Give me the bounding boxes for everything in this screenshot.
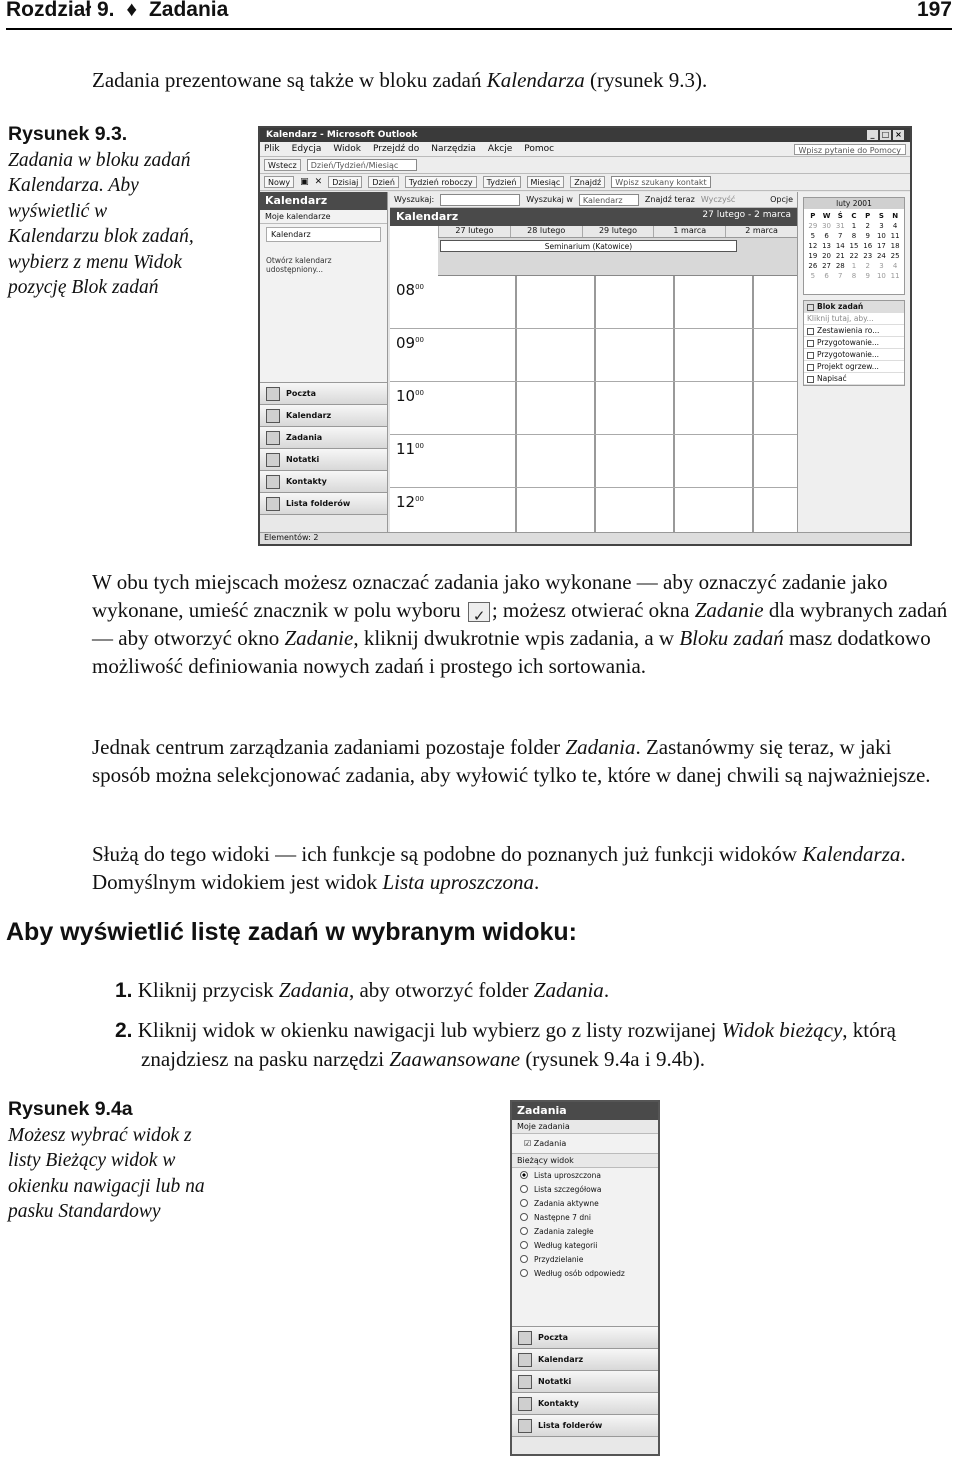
options-button[interactable]: Opcje xyxy=(770,195,793,204)
text: , którą znajdziesz na pasku narzędzi xyxy=(141,1018,896,1071)
nav-button-label: Kontakty xyxy=(538,1399,579,1408)
nav-button-contacts[interactable] xyxy=(512,1392,658,1414)
minimize-icon[interactable]: _ xyxy=(867,130,878,140)
nav-button-label: Kalendarz xyxy=(538,1355,584,1364)
search-label: Wyszukaj: xyxy=(394,195,435,204)
step-number: 2. xyxy=(115,1019,133,1042)
figure-9-3-caption xyxy=(8,122,198,301)
mini-calendar-day[interactable]: 27 xyxy=(822,262,832,270)
task-row[interactable] xyxy=(804,373,904,385)
hour-cells[interactable] xyxy=(438,435,797,487)
minutes-value: 00 xyxy=(415,283,425,291)
navigation-pane xyxy=(260,192,388,532)
task-subject: Zestawienia ro... xyxy=(817,326,880,335)
menu-actions[interactable]: Akcje xyxy=(487,144,513,154)
outlook-calendar-screenshot xyxy=(258,126,912,546)
emphasis: Bloku zadań xyxy=(679,626,784,650)
day-header[interactable]: 2 marca xyxy=(725,226,797,237)
emphasis: Zadanie xyxy=(694,598,764,622)
nav-buttons xyxy=(260,382,387,532)
menu-go[interactable]: Przejdź do xyxy=(372,144,420,154)
nav-footer xyxy=(260,514,387,532)
hour-row[interactable] xyxy=(390,276,797,329)
mini-calendar-day[interactable]: 16 xyxy=(863,242,873,250)
menu-edit[interactable]: Edycja xyxy=(291,144,322,154)
find-now-button[interactable]: Znajdź teraz xyxy=(644,195,695,204)
menu-file[interactable]: Plik xyxy=(264,144,280,154)
mini-calendar-day[interactable]: 1 xyxy=(851,262,857,270)
nav-button-folder-list[interactable] xyxy=(260,492,387,514)
figure-number: Rysunek 9.4a xyxy=(8,1098,133,1120)
nav-button-contacts[interactable] xyxy=(260,470,387,492)
minutes-value: 00 xyxy=(415,442,425,450)
weekday-label: Ś xyxy=(837,212,843,220)
task-row[interactable] xyxy=(804,325,904,337)
text: (rysunek 9.4a i 9.4b). xyxy=(520,1047,705,1071)
notes-icon xyxy=(266,453,280,467)
taskpad-new-task[interactable]: Kliknij tutaj, aby... xyxy=(804,313,904,325)
view-option-label: Zadania aktywne xyxy=(534,1198,599,1208)
task-checkbox[interactable] xyxy=(807,352,814,359)
mini-calendar-day[interactable]: 14 xyxy=(835,242,845,250)
hour-value: 12 xyxy=(396,493,416,511)
taskpad-title: Blok zadań xyxy=(817,302,864,311)
intro-emphasis: Kalendarza xyxy=(486,68,585,92)
day-button[interactable]: Dzień xyxy=(368,176,399,188)
text: masz dodatkowo możliwość definiowania nowych zadań i prostego ich sortowania. xyxy=(92,626,931,678)
view-option-label: Przydzielanie xyxy=(534,1254,584,1264)
mini-calendar-day[interactable]: 26 xyxy=(808,262,818,270)
view-option[interactable] xyxy=(512,1224,658,1238)
weekday-label: W xyxy=(822,212,831,220)
emphasis: Zadania xyxy=(565,735,636,759)
view-option[interactable] xyxy=(512,1168,658,1182)
view-option[interactable] xyxy=(512,1266,658,1280)
minutes-value: 00 xyxy=(415,389,425,397)
radio-icon[interactable] xyxy=(520,1213,528,1221)
intro-paragraph xyxy=(92,66,707,94)
hour-label xyxy=(396,387,424,405)
contact-search-input[interactable]: Wpisz szukany kontakt xyxy=(611,176,711,188)
mail-icon xyxy=(518,1331,532,1345)
maximize-icon[interactable]: □ xyxy=(881,130,890,139)
menu-help[interactable]: Pomoc xyxy=(524,144,555,154)
search-scope-select[interactable]: Kalendarz xyxy=(579,194,639,206)
weekday-label: C xyxy=(851,212,857,220)
view-option-label: Według kategorii xyxy=(534,1240,598,1250)
emphasis: Widok bieżący xyxy=(721,1018,843,1042)
nav-pane-title: Zadania xyxy=(512,1102,658,1120)
view-option[interactable] xyxy=(512,1238,658,1252)
figure-caption-text: Możesz wybrać widok z listy Bieżący widok w okienku nawigacji lub na pasku Standardowy xyxy=(8,1124,205,1222)
calendar-title: Kalendarz xyxy=(396,210,459,223)
menu-tools[interactable]: Narzędzia xyxy=(431,144,476,154)
contacts-icon xyxy=(266,475,280,489)
step-2 xyxy=(115,1016,935,1074)
date-range: 27 lutego - 2 marca xyxy=(702,210,791,220)
mini-calendar-day[interactable]: 10 xyxy=(876,232,886,240)
task-subject: Projekt ogrzew... xyxy=(817,362,879,371)
nav-button-label: Zadania xyxy=(286,433,323,442)
day-header[interactable]: 1 marca xyxy=(653,226,725,237)
view-option[interactable] xyxy=(512,1196,658,1210)
body-paragraph-1 xyxy=(92,568,954,680)
day-header[interactable]: 27 lutego xyxy=(438,226,510,237)
mini-calendar-grid xyxy=(804,209,904,283)
view-option-label: Następne 7 dni xyxy=(534,1212,591,1222)
step-number: 1. xyxy=(115,979,133,1002)
emphasis: Zaawansowane xyxy=(389,1047,521,1071)
task-subject: Przygotowanie... xyxy=(817,350,880,359)
current-view-label: Bieżący widok xyxy=(512,1153,658,1168)
text: Jednak centrum zarządzania zadaniami pozostaje folder xyxy=(92,735,566,759)
mini-calendar-day[interactable]: 11 xyxy=(890,232,900,240)
mini-calendar-day[interactable]: 8 xyxy=(851,272,857,280)
folder-list-icon xyxy=(266,497,280,511)
clear-button[interactable]: Wyczyść xyxy=(700,195,736,204)
nav-button-label: Lista folderów xyxy=(538,1421,603,1430)
hour-value: 08 xyxy=(396,281,416,299)
task-side-pane xyxy=(798,192,910,532)
mini-calendar-day[interactable]: 24 xyxy=(876,252,886,260)
view-option-label: Lista uproszczona xyxy=(534,1170,601,1180)
radio-icon[interactable] xyxy=(520,1269,528,1277)
emphasis: Zadania xyxy=(533,978,604,1002)
header-left xyxy=(6,0,234,22)
day-header[interactable]: 29 lutego xyxy=(582,226,654,237)
mini-calendar-day[interactable]: 19 xyxy=(808,252,818,260)
radio-icon[interactable] xyxy=(520,1171,528,1179)
nav-button-label: Kalendarz xyxy=(286,411,332,420)
radio-icon[interactable] xyxy=(520,1255,528,1263)
back-button[interactable]: Wstecz xyxy=(264,159,301,171)
mini-calendar-day[interactable]: 25 xyxy=(890,252,900,260)
intro-text: Zadania prezentowane są także w bloku zadań xyxy=(92,68,487,92)
mini-calendar-day[interactable]: 2 xyxy=(865,262,870,270)
mini-calendar-day[interactable]: 31 xyxy=(835,222,845,230)
nav-button-label: Notatki xyxy=(538,1377,572,1386)
weekday-label: N xyxy=(892,212,899,220)
text: . xyxy=(603,978,610,1002)
task-checkbox[interactable] xyxy=(807,340,814,347)
text: , kliknij dwukrotnie wpis zadania, a w xyxy=(353,626,680,650)
nav-button-calendar[interactable] xyxy=(260,404,387,426)
taskpad-header[interactable] xyxy=(804,301,904,313)
nav-button-mail[interactable] xyxy=(260,382,387,404)
hour-label xyxy=(396,334,424,352)
mini-calendar-day[interactable]: 22 xyxy=(849,252,859,260)
view-option[interactable] xyxy=(512,1252,658,1266)
hour-value: 11 xyxy=(396,440,416,458)
emphasis: Kalendarza xyxy=(802,842,901,866)
mini-calendar-day[interactable]: 21 xyxy=(835,252,845,260)
text: ; możesz otwierać okna xyxy=(491,598,695,622)
mini-calendar-day[interactable]: 9 xyxy=(865,272,870,280)
nav-footer xyxy=(512,1436,658,1454)
mini-calendar-day[interactable]: 6 xyxy=(824,272,829,280)
mini-calendar-day[interactable]: 7 xyxy=(838,232,843,240)
search-bar xyxy=(390,192,797,208)
mini-calendar-day[interactable]: 3 xyxy=(879,222,884,230)
mini-calendar-month[interactable]: luty 2001 xyxy=(804,198,904,209)
folder-list-icon xyxy=(518,1419,532,1433)
task-checkbox[interactable] xyxy=(807,364,814,371)
view-select[interactable]: Dzień/Tydzień/Miesiąc xyxy=(307,159,417,171)
hour-label xyxy=(396,440,424,458)
contacts-icon xyxy=(518,1397,532,1411)
task-row[interactable] xyxy=(804,337,904,349)
help-question-input[interactable]: Wpisz pytanie do Pomocy xyxy=(794,144,907,155)
day-headers xyxy=(438,226,797,238)
mini-calendar-day[interactable]: 20 xyxy=(822,252,832,260)
radio-icon[interactable] xyxy=(520,1199,528,1207)
view-option[interactable] xyxy=(512,1210,658,1224)
toolbar-navigation xyxy=(260,157,910,174)
tasks-navigation-screenshot xyxy=(510,1100,660,1456)
work-week-button[interactable]: Tydzień roboczy xyxy=(405,176,477,188)
nav-button-notes[interactable] xyxy=(260,448,387,470)
nav-button-folder-list[interactable] xyxy=(512,1414,658,1436)
page-number: 197 xyxy=(916,0,952,21)
task-subject: Napisać xyxy=(817,374,847,383)
emphasis: Lista uproszczona xyxy=(382,870,535,894)
mini-calendar-day[interactable]: 11 xyxy=(890,272,900,280)
mini-calendar-day[interactable]: 15 xyxy=(849,242,859,250)
seminar-event[interactable]: Seminarium (Katowice) xyxy=(440,240,737,252)
window-title: Kalendarz - Microsoft Outlook xyxy=(266,130,418,140)
minutes-value: 00 xyxy=(415,336,425,344)
task-row[interactable] xyxy=(804,361,904,373)
mini-calendar-day[interactable]: 12 xyxy=(808,242,818,250)
notes-icon xyxy=(518,1375,532,1389)
taskpad xyxy=(803,300,905,386)
nav-button-calendar[interactable] xyxy=(512,1348,658,1370)
hour-value: 09 xyxy=(396,334,416,352)
mini-calendar-day[interactable]: 10 xyxy=(876,272,886,280)
menu-view[interactable]: Widok xyxy=(333,144,361,154)
hour-label xyxy=(396,281,424,299)
tasks-icon: ☑ xyxy=(524,1139,534,1148)
mini-calendar-day[interactable]: 13 xyxy=(822,242,832,250)
all-day-area[interactable] xyxy=(438,238,797,276)
text: , aby otworzyć folder xyxy=(348,978,534,1002)
mini-calendar-day[interactable]: 18 xyxy=(890,242,900,250)
mail-icon xyxy=(266,387,280,401)
intro-text-end: (rysunek 9.3). xyxy=(584,68,708,92)
calendar-header xyxy=(390,208,797,226)
today-button[interactable]: Dzisiaj xyxy=(328,176,362,188)
view-list xyxy=(512,1168,658,1280)
mini-calendar-day[interactable]: 29 xyxy=(808,222,818,230)
step-1 xyxy=(115,976,935,1005)
close-icon[interactable]: × xyxy=(893,130,904,140)
running-header xyxy=(6,0,952,30)
calendar-pane xyxy=(390,192,798,532)
mini-calendar-day[interactable]: 5 xyxy=(810,272,816,280)
tasks-folder-label: Zadania xyxy=(533,1139,567,1148)
emphasis: Zadania xyxy=(278,978,349,1002)
status-bar: Elementów: 2 xyxy=(260,532,910,544)
nav-button-tasks[interactable] xyxy=(260,426,387,448)
body-paragraph-2 xyxy=(92,733,954,789)
search-input[interactable] xyxy=(440,194,520,206)
radio-icon[interactable] xyxy=(520,1227,528,1235)
mini-calendar xyxy=(803,197,905,295)
checkbox-checked-icon xyxy=(468,602,490,622)
text: Kliknij widok w okienku nawigacji lub wybierz go z listy rozwijanej xyxy=(132,1018,722,1042)
tasks-icon xyxy=(266,431,280,445)
text: Służą do tego widoki — ich funkcje są podobne do poznanych już funkcji widoków xyxy=(92,842,803,866)
text: . Domyślnym widokiem jest widok xyxy=(92,842,906,894)
header-bullet: ♦ xyxy=(126,0,138,21)
weekday-label: P xyxy=(810,212,816,220)
tasks-folder-item[interactable] xyxy=(520,1137,650,1150)
mini-calendar-day[interactable]: 3 xyxy=(879,262,884,270)
nav-button-notes[interactable] xyxy=(512,1370,658,1392)
nav-button-label: Poczta xyxy=(538,1333,568,1342)
minutes-value: 00 xyxy=(415,495,425,503)
mini-calendar-day[interactable]: 28 xyxy=(835,262,845,270)
nav-button-label: Kontakty xyxy=(286,477,327,486)
mini-calendar-day[interactable]: 7 xyxy=(838,272,843,280)
mini-calendar-day[interactable]: 17 xyxy=(876,242,886,250)
task-checkbox[interactable] xyxy=(807,376,814,383)
hour-label xyxy=(396,493,424,511)
calendar-icon xyxy=(266,409,280,423)
delete-icon[interactable]: ✕ xyxy=(314,177,323,187)
mini-calendar-day[interactable]: 30 xyxy=(822,222,832,230)
search-in-label[interactable]: Wyszukaj w xyxy=(526,195,573,204)
hour-value: 10 xyxy=(396,387,416,405)
mini-calendar-day[interactable]: 5 xyxy=(810,232,816,240)
figure-9-4a-caption xyxy=(8,1097,208,1225)
radio-icon[interactable] xyxy=(520,1241,528,1249)
hour-cells[interactable] xyxy=(438,329,797,381)
body-paragraph-3 xyxy=(92,840,954,896)
view-option-label: Według osób odpowiedz xyxy=(534,1268,625,1278)
hour-cells[interactable] xyxy=(438,276,797,328)
day-header[interactable]: 28 lutego xyxy=(510,226,582,237)
nav-button-label: Poczta xyxy=(286,389,316,398)
header-chapter: Rozdział 9. xyxy=(6,0,115,21)
calendar-icon xyxy=(518,1353,532,1367)
mini-calendar-day[interactable]: 9 xyxy=(865,232,870,240)
mini-calendar-day[interactable]: 23 xyxy=(863,252,873,260)
new-button[interactable]: Nowy xyxy=(264,176,294,188)
checkbox-icon xyxy=(807,304,814,311)
mini-calendar-day[interactable]: 4 xyxy=(892,262,898,270)
calendar-item[interactable]: Kalendarz xyxy=(266,227,381,242)
hour-row[interactable] xyxy=(390,435,797,488)
figure-number: Rysunek 9.3. xyxy=(8,123,128,145)
view-option-label: Lista szczegółowa xyxy=(534,1184,602,1194)
window-titlebar xyxy=(260,128,910,142)
menu-bar xyxy=(260,142,910,157)
week-button[interactable]: Tydzień xyxy=(483,176,521,188)
month-button[interactable]: Miesiąc xyxy=(527,176,565,188)
mini-calendar-day[interactable]: 2 xyxy=(865,222,870,230)
text: W obu tych miejscach możesz oznaczać zadania jako wykonane — aby oznaczyć zadanie jako wykonane, umieść znacznik w polu wyboru xyxy=(92,570,888,622)
nav-button-label: Notatki xyxy=(286,455,320,464)
hour-row[interactable] xyxy=(390,329,797,382)
print-icon[interactable]: ▣ xyxy=(300,177,309,187)
hour-row[interactable] xyxy=(390,382,797,435)
my-calendars-label: Moje kalendarze xyxy=(260,210,387,224)
task-checkbox[interactable] xyxy=(807,328,814,335)
weekday-label: S xyxy=(878,212,884,220)
figure-caption-text: Zadania w bloku zadań Kalendarza. Aby wyświetlić w Kalendarzu blok zadań, wybierz z menu Widok pozycję Blok zadań xyxy=(8,149,194,298)
task-row[interactable] xyxy=(804,349,904,361)
my-tasks-label: Moje zadania xyxy=(512,1120,658,1134)
text: . Zastanówmy się teraz, w jaki sposób można selekcjonować zadania, aby wyłowić tylko te, które w danej chwili są najważniejsze. xyxy=(92,735,931,787)
section-heading: Aby wyświetlić listę zadań w wybranym widoku: xyxy=(6,918,577,946)
text: Kliknij przycisk xyxy=(132,978,279,1002)
emphasis: Zadanie xyxy=(284,626,354,650)
nav-button-mail[interactable] xyxy=(512,1326,658,1348)
open-shared-calendar-link[interactable]: Otwórz kalendarz udostępniony... xyxy=(266,256,332,274)
view-option-label: Zadania zaległe xyxy=(534,1226,594,1236)
header-section: Zadania xyxy=(148,0,229,21)
mini-calendar-day[interactable]: 8 xyxy=(851,232,857,240)
weekday-label: P xyxy=(865,212,871,220)
nav-button-label: Lista folderów xyxy=(286,499,351,508)
text: . xyxy=(534,870,540,894)
task-subject: Przygotowanie... xyxy=(817,338,880,347)
mini-calendar-day[interactable]: 1 xyxy=(851,222,857,230)
hour-cells[interactable] xyxy=(438,382,797,434)
toolbar-standard xyxy=(260,174,910,191)
mini-calendar-day[interactable]: 6 xyxy=(824,232,829,240)
view-option[interactable] xyxy=(512,1182,658,1196)
find-button[interactable]: Znajdź xyxy=(570,176,605,188)
mini-calendar-day[interactable]: 4 xyxy=(892,222,898,230)
radio-icon[interactable] xyxy=(520,1185,528,1193)
nav-buttons xyxy=(512,1326,658,1454)
window-controls[interactable] xyxy=(865,130,904,140)
text: dla wybranych zadań — aby otworzyć okno xyxy=(92,598,948,650)
nav-pane-title: Kalendarz xyxy=(260,192,387,210)
